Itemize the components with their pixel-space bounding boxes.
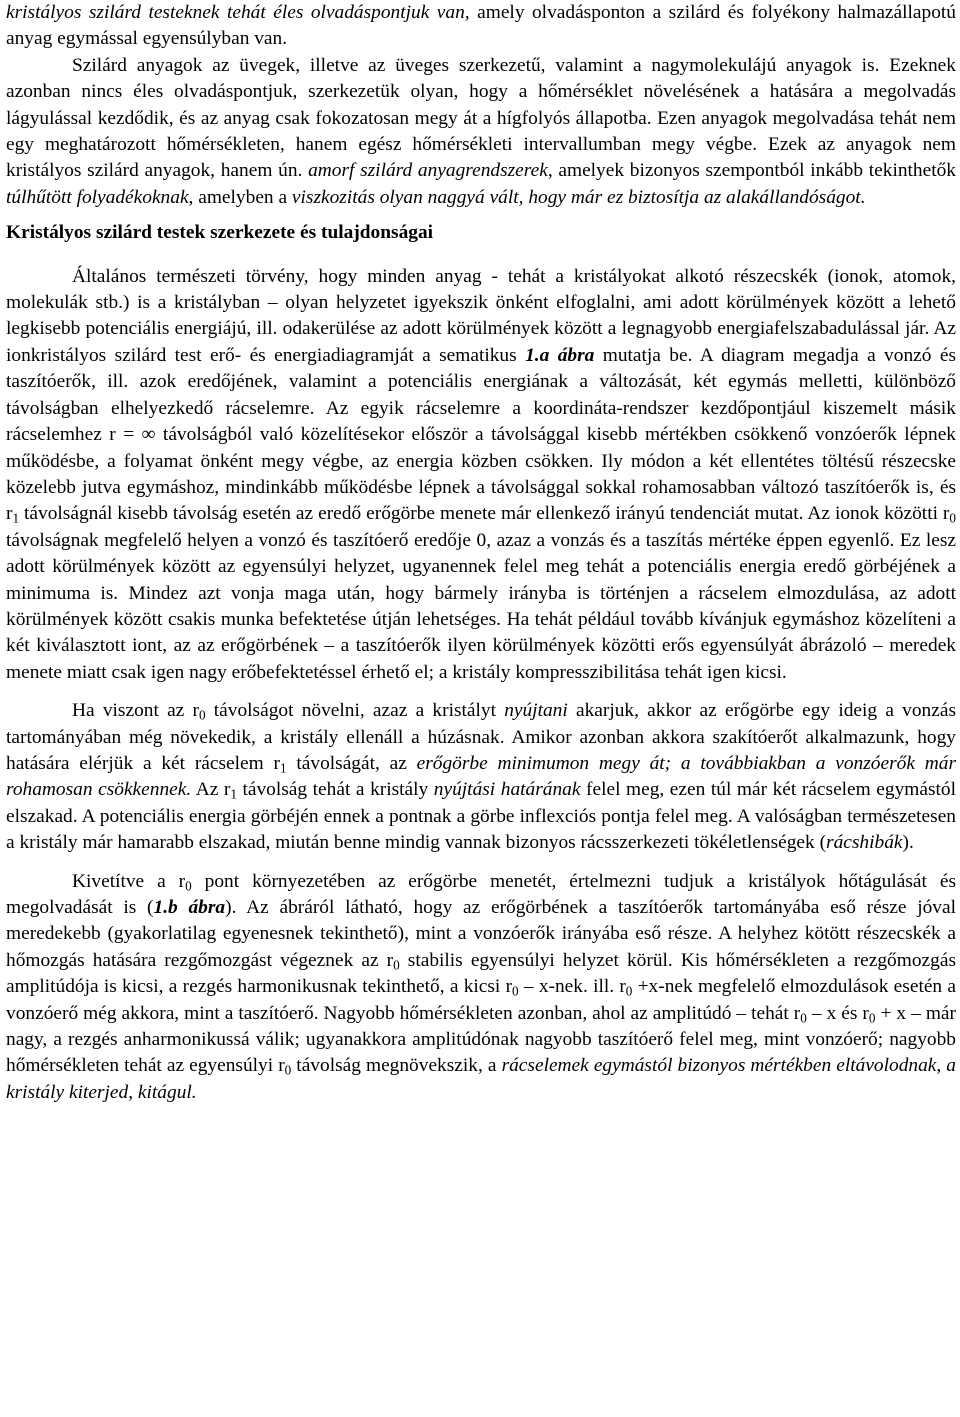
text-run: távolságát, az: [286, 752, 417, 774]
subscript: 0: [198, 707, 206, 723]
text-run: felel meg, ezen túl már két rácselem egymástól elszakad. A potenciális energia görbéjén ennek a pontnak a görbe inflexciós pontja felel meg. A valóságban természetesen a kristály már hamarabb elszakad, miután benne mindig vannak bizonyos rácsszerkezeti tökéletlenségek (: [6, 779, 957, 854]
subscript: 1: [230, 786, 237, 802]
subscript: 0: [868, 1009, 876, 1025]
text-run: akarjuk, akkor az erőgörbe egy ideig a vonzás tartományában még növekedik, a kristály ellenáll a húzásnak. Amikor azonban akkora szakítóerőt alkalmazunk, hogy hatására elérjük a két rácselem r: [6, 700, 956, 774]
figure-reference: 1.b ábra: [153, 897, 226, 918]
text-run: mutatja be. A diagram megadja a vonzó és taszítóerők, ill. azok eredőjének, valamint a potenciális energiának a változását, két egymás melletti, különböző távolságban elhelyezkedő rácselemre. Az egyik rácselemre a koordináta-rendszer kezdőpontjául kiszemelt másik rácselemhez r = ∞ távolságból való közelítésekor először a távolsággal kisebb mértékben csökkenő vonzóerők lépnek működésbe, a folyamat önként megy végbe, az energia közben csökken. Ily módon a két ellentétes töltésű részecske közelebb jutva egymáshoz, mindinkább működésbe lépnek a távolsággal sokkal rohamosabban változó taszítóerők is, és r: [6, 344, 956, 525]
subscript: 0: [185, 877, 192, 893]
text-run: Az r: [191, 779, 231, 801]
emphasis-text: nyújtani: [504, 700, 568, 722]
text-run: Ha viszont az r: [72, 700, 199, 722]
paragraph-amorphous-intro: [6, 0, 956, 53]
subscript: 0: [284, 1062, 292, 1078]
subscript: 0: [625, 983, 633, 999]
text-run: +x-nek megfelelő elmozdulások esetén a vonzóerő még akkora, mint a taszítóerő. Nagyobb hőmérsékleten azonban, ahol az amplitúdó – tehát r: [6, 976, 956, 1024]
text-run: + x – már nagy, a rezgés anharmonikussá válik; ugyanakkora amplitúdónak nagyobb taszítóerő felel meg, mint vonzóerő; nagyobb hőmérsékleten tehát az egyensúlyi r: [6, 1002, 956, 1077]
emphasis-text: kristályos szilárd testeknek tehát éles olvadáspontjuk van,: [6, 2, 470, 23]
emphasis-text: rácshibák: [826, 832, 903, 854]
text-run: – x-nek. ill. r: [518, 976, 626, 998]
text-run: , amelyek bizonyos szempontból inkább tekinthetők: [547, 160, 956, 182]
text-run: Általános természeti törvény, hogy minden anyag - tehát a kristályokat alkotó részecskék (ionok, atomok, molekulák stb.) is a kristályban – olyan helyzetet igyekszik önként elfoglalni, ami adott körülmények között a lehető legkisebb potenciális energiájú, ill. odakerülése az adott körülmények között a legnagyobb energiafelszabadulással jár. Az ionkristályos szilárd test erő- és energiadiagramját a sematikus: [6, 265, 956, 366]
paragraph-thermal-expansion: [6, 869, 956, 1107]
emphasis-text: amorf szilárd anyagrendszerek: [308, 160, 548, 182]
emphasis-text: túlhűtött folyadékoknak: [6, 186, 189, 208]
paragraph-amorphous-solids: [6, 53, 956, 211]
emphasis-text: nyújtási határának: [433, 779, 581, 801]
emphasis-text: rácselemek egymástól bizonyos mértékben eltávolodnak, a kristály kiterjed, kitágul.: [6, 1055, 956, 1103]
section-heading: Kristályos szilárd testek szerkezete és tulajdonságai: [6, 222, 434, 244]
text-run: Szilárd anyagok az üvegek, illetve az üveges szerkezetű, valamint a nagymolekulájú anyagok is. Ezeknek azonban nincs éles olvadáspontjuk, szerkezetük olyan, hogy a hőmérséklet növelésének a hatására a megolvadás lágyulással kezdődik, és az anyag csak fokozatosan megy át a hígfolyós állapotba. Ezen anyagok megolvadása tehát nem egy meghatározott hőmérsékleten, hanem egész hőmérsékleti intervallumban megy végbe. Ezek az anyagok nem kristályos szilárd anyagok, hanem ún.: [6, 54, 956, 182]
subscript: 0: [800, 1009, 807, 1025]
text-run: távolságnál kisebb távolság esetén az eredő erőgörbe menete már ellenkező irányú tendenciát mutat. Az ionok közötti r: [19, 503, 950, 525]
emphasis-text: viszkozitás olyan naggyá vált, hogy már ez biztosítja az alakállandóságot.: [291, 186, 866, 208]
paragraph-stretching: [6, 698, 956, 856]
text-run: ).: [902, 832, 914, 854]
text-run: , amelyben a: [188, 186, 292, 208]
figure-reference: 1.a ábra: [525, 344, 595, 366]
emphasis-text: erőgörbe minimumon megy át; a továbbiakban a vonzóerők már rohamosan csökkennek.: [6, 752, 956, 801]
subscript: 0: [949, 510, 956, 526]
subscript: 0: [393, 957, 400, 973]
subscript: 1: [12, 510, 20, 526]
text-run: amely olvadásponton a szilárd és folyékony halmazállapotú anyag egymással egyensúlyban van.: [6, 2, 956, 50]
text-run: Kivetítve a r: [72, 870, 186, 892]
text-run: távolságnak megfelelő helyen a vonzó és taszítóerő eredője 0, azaz a vonzás és a taszítás mértéke éppen egyenlő. Ez lesz adott körülmények között az egyensúlyi helyzet, ugyanennek felel meg tehát a potenciális energia eredő görbéjének a minimuma is. Mindez azt vonja maga után, hogy bármely irányba is történjen a rácselem elmozdulása, az adott körülmények között csakis munka befektetése útján lehetséges. Ha tehát például tovább kívánjuk egymáshoz közelíteni a két kiválasztott iont, az az erőgörbének – a taszítóerők ilyen körülmények közötti erős egyensúlyát ábrázoló – meredek menete miatt csak igen nagy erőbefektetéssel érhető el; a kristály kompresszibilitása tehát igen kicsi.: [6, 529, 956, 683]
subscript: 1: [279, 760, 287, 776]
subscript: 0: [512, 983, 519, 999]
text-run: ). Az ábráról látható, hogy az erőgörbének a taszítóerők tartományába eső része jóval meredekebb (gyakorlatilag egyenesnek tekinthető), mint a vonzóerők irányába eső része. A helyhez kötött részecskék a hőmozgás hatására rezgőmozgást végeznek az r: [6, 897, 957, 971]
text-run: stabilis egyensúlyi helyzet körül. Kis hőmérsékleten a rezgőmozgás amplitúdója is kicsi, a rezgés harmonikusnak tekinthető, a kicsi r: [6, 949, 956, 998]
paragraph-force-diagram: [6, 264, 956, 687]
text-run: távolság megnövekszik, a: [291, 1055, 502, 1077]
text-run: – x és r: [806, 1002, 869, 1024]
text-run: pont környezetében az erőgörbe menetét, értelmezni tudjuk a kristályok hőtágulását és megolvadását is (: [6, 870, 956, 918]
text-run: távolságot növelni, azaz a kristályt: [205, 700, 505, 722]
text-run: távolság tehát a kristály: [236, 779, 434, 801]
